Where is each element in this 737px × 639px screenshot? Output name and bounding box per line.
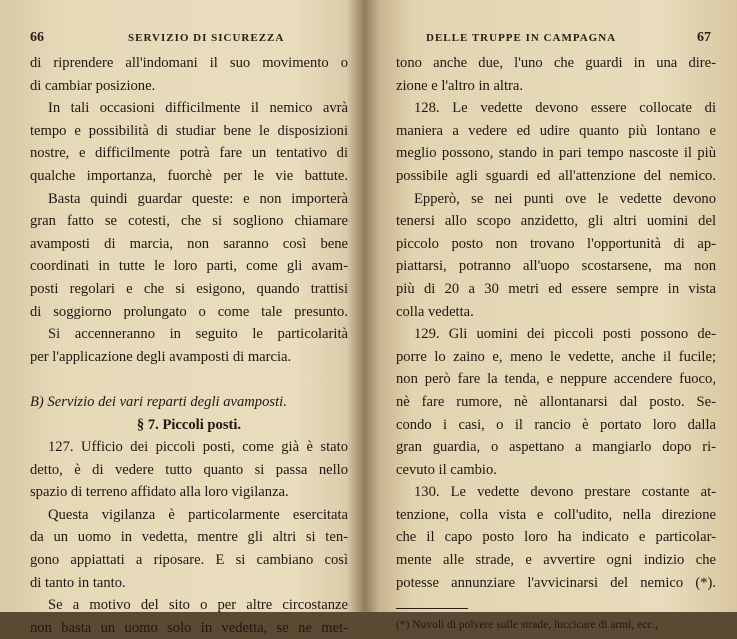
text-line: tono anche due, l'uno che guardi in una dire- [396, 55, 716, 71]
text-line: Se a motivo del sito o per altre circostanze [48, 597, 348, 614]
text-line: possibile agli sguardi ed all'attenzione del nemico. [396, 167, 716, 184]
text-line: di cambiar posizione. [30, 77, 156, 94]
text-line: 129. Gli uomini dei piccoli posti possono de- [414, 326, 716, 343]
left-page-header [0, 30, 365, 46]
text-line: non basta un uomo solo in vedetta, se ne met- [30, 619, 348, 636]
text-line: cevuto il cambio. [396, 461, 497, 478]
text-line [30, 368, 348, 391]
text-line: nostre, e difficilmente potrà fare un tentativo di [30, 145, 348, 162]
text-line: tenzione, colla vista e coll'udito, nella direzione [396, 506, 716, 523]
text-line: che il capo posto loro ha indicato e particolar- [396, 529, 716, 546]
text-line: coordinati in tutte le loro parti, come gli avam- [30, 258, 348, 275]
text-line: potesse annunziare l'avvicinarsi del nemico (*). [396, 574, 716, 591]
left-page [0, 0, 365, 636]
text-line: § 7. Piccoli posti. [136, 416, 242, 433]
text-line: Epperò, se nei punti ove le vedette devono [414, 190, 716, 207]
text-line: di riprendere all'indomani il suo movimento o [30, 55, 348, 71]
right-page [368, 0, 737, 632]
text-line: In tali occasioni difficilmente il nemico avrà [48, 100, 348, 117]
text-line: più di 20 a 30 metri ed essere sempre in vista [396, 280, 716, 297]
text-line: 127. Ufficio dei piccoli posti, come già è stato [48, 439, 348, 456]
text-line: meglio possono, stando in pari tempo nascoste il più [396, 145, 716, 162]
text-line: Si accenneranno in seguito le particolarità [48, 326, 348, 343]
text-line: spazio di terreno affidato alla loro vigilanza. [30, 484, 289, 501]
text-line: qualche importanza, fuorchè per le vie battute. [30, 167, 348, 184]
footnote: (*) Nuvoli di polvere sulle strade, luccicare di armi, ecc., [396, 619, 659, 632]
text-line: di soggiorno prolungato o come tale presunto. [30, 303, 348, 320]
footnote-rule [396, 608, 468, 609]
left-page-number: 66 [30, 30, 44, 45]
text-line: gono appiattati a riposare. E si cambiano così [30, 552, 348, 569]
text-line: condo i casi, o il rancio è portato loro dalla [396, 416, 716, 433]
text-line: Basta quindi guardar queste: e non importerà [48, 190, 348, 207]
text-line: per l'applicazione degli avamposti di marcia. [30, 348, 292, 365]
text-line: nè fare rumore, nè allontanarsi dal posto. Se- [396, 393, 716, 410]
text-line: 128. Le vedette devono essere collocate di [414, 100, 716, 117]
text-line: da un uomo in vedetta, mentre gli altri si ten- [30, 529, 348, 546]
text-line: maniera a vedere ed udire quanto più lontano e [396, 122, 716, 139]
right-page-body [396, 52, 716, 633]
text-line: piattarsi, potranno all'uopo scostarsene, ma non [396, 258, 716, 275]
text-line: piccolo posto non trovano l'opportunità di ap- [396, 235, 716, 252]
right-running-title: DELLE TRUPPE IN CAMPAGNA [426, 32, 617, 44]
text-line: zione e l'altro in altra. [396, 77, 524, 94]
right-page-number: 67 [697, 30, 711, 45]
text-line: B) Servizio dei vari reparti degli avamposti. [30, 393, 287, 410]
text-line: mente alle strade, e avvertire ogni indizio che [396, 552, 716, 569]
text-line: detto, è di vedere tutto quanto si passa nello [30, 461, 348, 478]
right-page-header [368, 30, 737, 46]
text-line: tenersi allo scopo anzidetto, gli altri uomini del [396, 213, 716, 230]
text-line: avamposti di marcia, non saranno così bene [30, 235, 348, 252]
text-line: 130. Le vedette devono prestare costante at- [414, 484, 716, 501]
text-line: porre lo zaino e, meno le vedette, anche il fucile; [396, 348, 716, 365]
text-line: posti regolari e che si esigono, quando trattisi [30, 280, 348, 297]
text-line: colla vedetta. [396, 303, 474, 320]
text-line: gran guardia, o aspettano a mangiarlo dopo ri- [396, 439, 716, 456]
text-line: non però fare la tenda, e neppure accendere fuoco, [396, 371, 716, 388]
text-line: di tanto in tanto. [30, 574, 126, 591]
text-line: tempo e possibilità di studiar bene le disposizioni [30, 122, 348, 139]
text-line: gran fatto se cotesti, che si sogliono chiamare [30, 213, 348, 230]
left-page-body [30, 52, 348, 639]
text-line: Questa vigilanza è particolarmente esercitata [48, 506, 348, 523]
left-running-title: SERVIZIO DI SICUREZZA [128, 32, 285, 44]
